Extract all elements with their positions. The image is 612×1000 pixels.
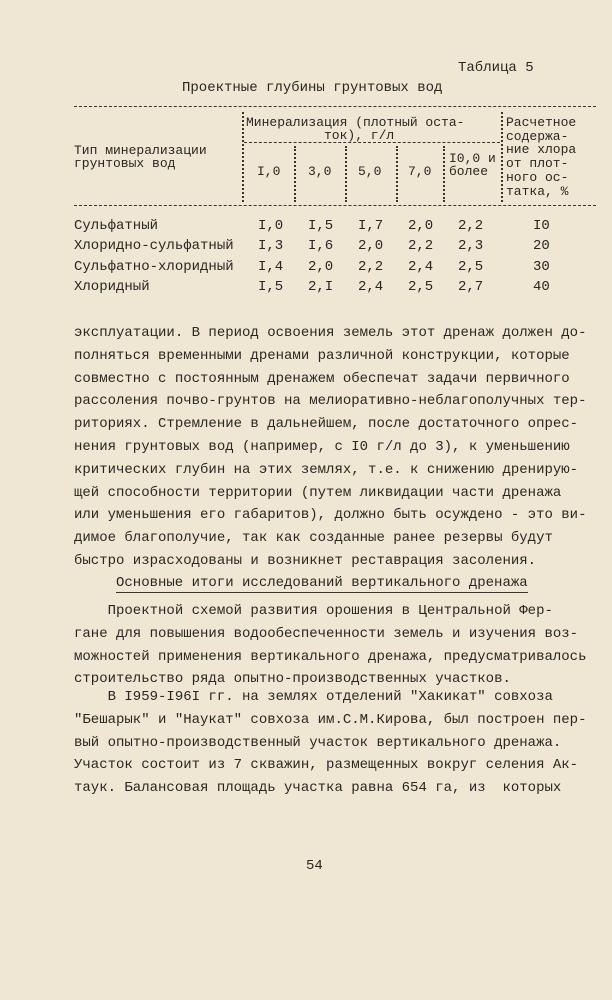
header-col-3: 5,0: [358, 164, 382, 179]
row-value: 2,5: [458, 259, 484, 275]
text-line: таук. Балансовая площадь участка равна 654 га, из которых: [74, 780, 562, 797]
header-col-2: 3,0: [308, 164, 332, 179]
row-type: Хлоридно-сульфатный: [74, 238, 234, 254]
row-value: 2,0: [358, 238, 384, 254]
header-mineralization-line-1: Минерализация (плотный оста-: [246, 115, 465, 130]
text-line: совместно с постоянным дренажем обеспечат задачи первичного: [74, 370, 570, 387]
table-title: Проектные глубины грунтовых вод: [182, 80, 443, 96]
row-value: I,0: [258, 218, 284, 234]
paragraph-continuation: [74, 322, 594, 573]
row-value: 2,0: [308, 259, 334, 275]
table-row: [74, 279, 594, 299]
row-value: 2,4: [408, 259, 434, 275]
text-line: рассоления почво-грунтов на мелиоративно-неблагополучных тер-: [74, 393, 587, 410]
row-value: 2,2: [358, 259, 384, 275]
row-value: I,5: [258, 279, 284, 295]
column-separator: [294, 146, 296, 202]
text-line: критических глубин на этих землях, т.е. к снижению дренирую-: [74, 461, 579, 478]
text-line: гане для повышения водообеспеченности земель и изучения воз-: [74, 625, 579, 642]
row-chlorine: 20: [533, 238, 550, 254]
header-col-4: 7,0: [408, 164, 432, 179]
table-row: [74, 218, 594, 238]
row-value: I,4: [258, 259, 284, 275]
row-type: Сульфатный: [74, 218, 159, 234]
row-value: I,6: [308, 238, 334, 254]
header-chlorine-line-1: Расчетное: [506, 115, 577, 130]
row-type: Сульфатно-хлоридный: [74, 259, 234, 275]
row-value: 2,I: [308, 279, 334, 295]
row-chlorine: I0: [533, 218, 550, 234]
table-row: [74, 259, 594, 279]
header-chlorine-line-5: ного ос-: [506, 170, 569, 185]
row-chlorine: 40: [533, 279, 550, 295]
row-value: 2,7: [458, 279, 484, 295]
row-value: 2,2: [458, 218, 484, 234]
text-line: "Бешарык" и "Наукат" совхоза им.С.М.Кирова, был построен пер-: [74, 711, 587, 728]
text-line: нения грунтовых вод (например, с I0 г/л до 3), к уменьшению: [74, 438, 570, 455]
paragraph-site-description: [74, 686, 594, 800]
row-value: I,3: [258, 238, 284, 254]
text-line: эксплуатации. В период освоения земель этот дренаж должен до-: [74, 325, 587, 341]
text-line: щей способности территории (путем ликвидации части дренажа: [74, 484, 562, 501]
row-value: 2,5: [408, 279, 434, 295]
row-type: Хлоридный: [74, 279, 150, 295]
page-number: 54: [306, 858, 323, 874]
header-chlorine-line-3: ние хлора: [506, 142, 577, 157]
header-type-line-1: Тип минерализации: [74, 143, 207, 158]
text-line: В I959-I96I гг. на землях отделений "Хакикат" совхоза: [74, 689, 553, 705]
text-line: быстро израсходованы и возникнет реставрация засоления.: [74, 552, 537, 569]
table-top-rule: [74, 106, 596, 107]
header-col-5-line-1: I0,0 и: [449, 151, 496, 166]
text-line: строительство ряда опытно-производственных участков.: [74, 671, 511, 688]
column-separator: [242, 112, 244, 202]
row-value: I,5: [308, 218, 334, 234]
row-value: I,7: [358, 218, 384, 234]
header-chlorine-line-2: содержа-: [506, 129, 569, 144]
text-line: Участок состоит из 7 скважин, размещенных вокруг селения Ак-: [74, 757, 579, 774]
text-line: димое благополучие, так как созданные ранее резервы будут: [74, 530, 553, 547]
header-col-1: I,0: [257, 164, 281, 179]
text-line: риториях. Стремление в дальнейшем, после достаточного опрес-: [74, 416, 579, 433]
text-line: вый опытно-производственный участок вертикального дренажа.: [74, 734, 562, 751]
header-col-5-line-2: более: [449, 164, 489, 179]
column-separator: [501, 112, 503, 202]
header-mineralization-line-2: ток), г/л: [324, 128, 395, 143]
row-value: 2,3: [458, 238, 484, 254]
row-value: 2,4: [358, 279, 384, 295]
column-separator: [345, 146, 347, 202]
column-separator: [396, 146, 398, 202]
table-row: [74, 238, 594, 258]
header-type-line-2: грунтовых вод: [74, 156, 176, 171]
header-chlorine-line-6: татка, %: [506, 184, 569, 199]
text-line: Проектной схемой развития орошения в Центральной Фер-: [74, 603, 553, 619]
row-value: 2,2: [408, 238, 434, 254]
text-line: полняться временными дренами различной конструкции, которые: [74, 347, 570, 364]
header-chlorine-line-4: от плот-: [506, 156, 569, 171]
column-separator: [443, 146, 445, 202]
header-bottom-rule: [74, 205, 596, 206]
row-chlorine: 30: [533, 259, 550, 275]
text-line: или уменьшения его габаритов), должно быть осуждено - это ви-: [74, 507, 587, 524]
row-value: 2,0: [408, 218, 434, 234]
paragraph-project-scheme: [74, 600, 594, 691]
section-heading: Основные итоги исследований вертикального дренажа: [116, 575, 528, 591]
table-caption: Таблица 5: [458, 60, 534, 76]
text-line: можностей применения вертикального дренажа, предусматривалось: [74, 648, 587, 665]
